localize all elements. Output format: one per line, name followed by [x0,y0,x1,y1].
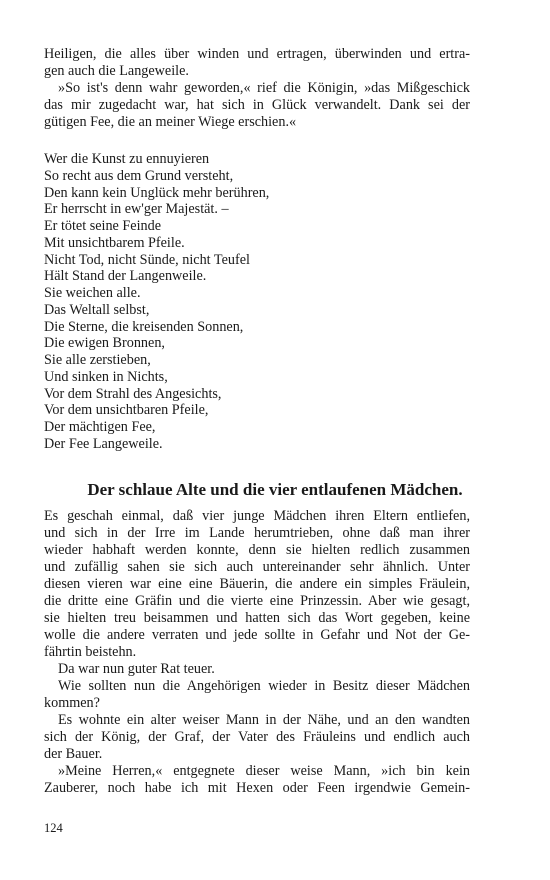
poem-line: Mit unsichtbarem Pfeile. [44,234,185,251]
story-title: Der schlaue Alte und die vier entlaufenen Mädchen. [87,480,463,499]
text-line: Zauberer, noch habe ich mit Hexen oder Feen irgendwie Gemein- [44,780,470,796]
text-line: Es wohnte ein alter weiser Mann in der Nähe, und an den wandten [58,712,470,728]
text-line: wieder habhaft werden konnte, denn sie hielten redlich zusammen [44,542,470,558]
text-line: Heiligen, die alles über winden und ertragen, überwinden und ertra- [44,46,470,62]
poem-line: Sie weichen alle. [44,285,141,301]
text-line: gen auch die Langeweile. [44,63,189,79]
intro-paragraphs [44,46,470,131]
text-line: »Meine Herren,« entgegnete dieser weise Mann, »ich bin kein [58,763,470,779]
poem-line: Der Fee Langeweile. [44,435,163,452]
story-paragraphs [44,508,470,797]
text-line: Da war nun guter Rat teuer. [58,661,215,677]
poem-line: Nicht Tod, nicht Sünde, nicht Teufel [44,251,250,268]
poem [44,151,269,453]
poem-line: Vor dem unsichtbaren Pfeile, [44,402,209,419]
text-line: wolle die andere verraten und jede sollte in Gefahr und Not der Ge- [44,627,470,643]
poem-line: Er herrscht in ew'ger Majestät. – [44,201,229,218]
poem-line: Das Weltall selbst, [44,301,150,318]
text-line: sie hielten treu beisammen und hatten sich das Wort gegeben, keine [44,610,470,626]
text-line: und sich in der Irre im Lande herumtrieben, ohne daß man ihrer [44,525,470,541]
poem-line: Die ewigen Bronnen, [44,335,165,352]
text-line: Es geschah einmal, daß vier junge Mädchen ihren Eltern entliefen, [44,508,470,524]
text-line: »So ist's denn wahr geworden,« rief die Königin, »das Mißgeschick [58,80,470,96]
poem-line: Vor dem Strahl des Angesichts, [44,385,222,402]
poem-line: Die Sterne, die kreisenden Sonnen, [44,318,244,335]
poem-line: Er tötet seine Feinde [44,218,162,234]
text-line: kommen? [44,695,100,711]
poem-line: Der mächtigen Fee, [44,419,156,435]
poem-line: Den kann kein Unglück mehr berühren, [44,184,270,201]
text-line: und zufällig sahen sie sich auch untereinander sehr ähnlich. Unter [44,559,470,575]
poem-line: Hält Stand der Langenweile. [44,268,207,285]
poem-line: So recht aus dem Grund versteht, [44,167,234,184]
poem-line: Und sinken in Nichts, [44,368,168,385]
text-line: fährtin beistehn. [44,644,137,660]
text-line: sich der König, der Graf, der Vater des Fräuleins und endlich auch [44,729,470,745]
text-line: die dritte eine Gräfin und die vierte eine Prinzessin. Aber wie gesagt, [44,593,470,609]
text-line: Wie sollten nun die Angehörigen wieder in Besitz dieser Mädchen [58,678,470,694]
page-number: 124 [44,821,63,835]
text-line: der Bauer. [44,746,103,762]
poem-line: Sie alle zerstieben, [44,352,151,368]
poem-line: Wer die Kunst zu ennuyieren [44,151,210,167]
text-line: gütigen Fee, die an meiner Wiege erschien.« [44,114,297,130]
text-line: diesen vieren war eine eine Bäuerin, die andere ein simples Fräulein, [44,576,470,592]
text-line: das mir zugedacht war, hat sich in Glück verwandelt. Dank sei der [44,97,470,113]
